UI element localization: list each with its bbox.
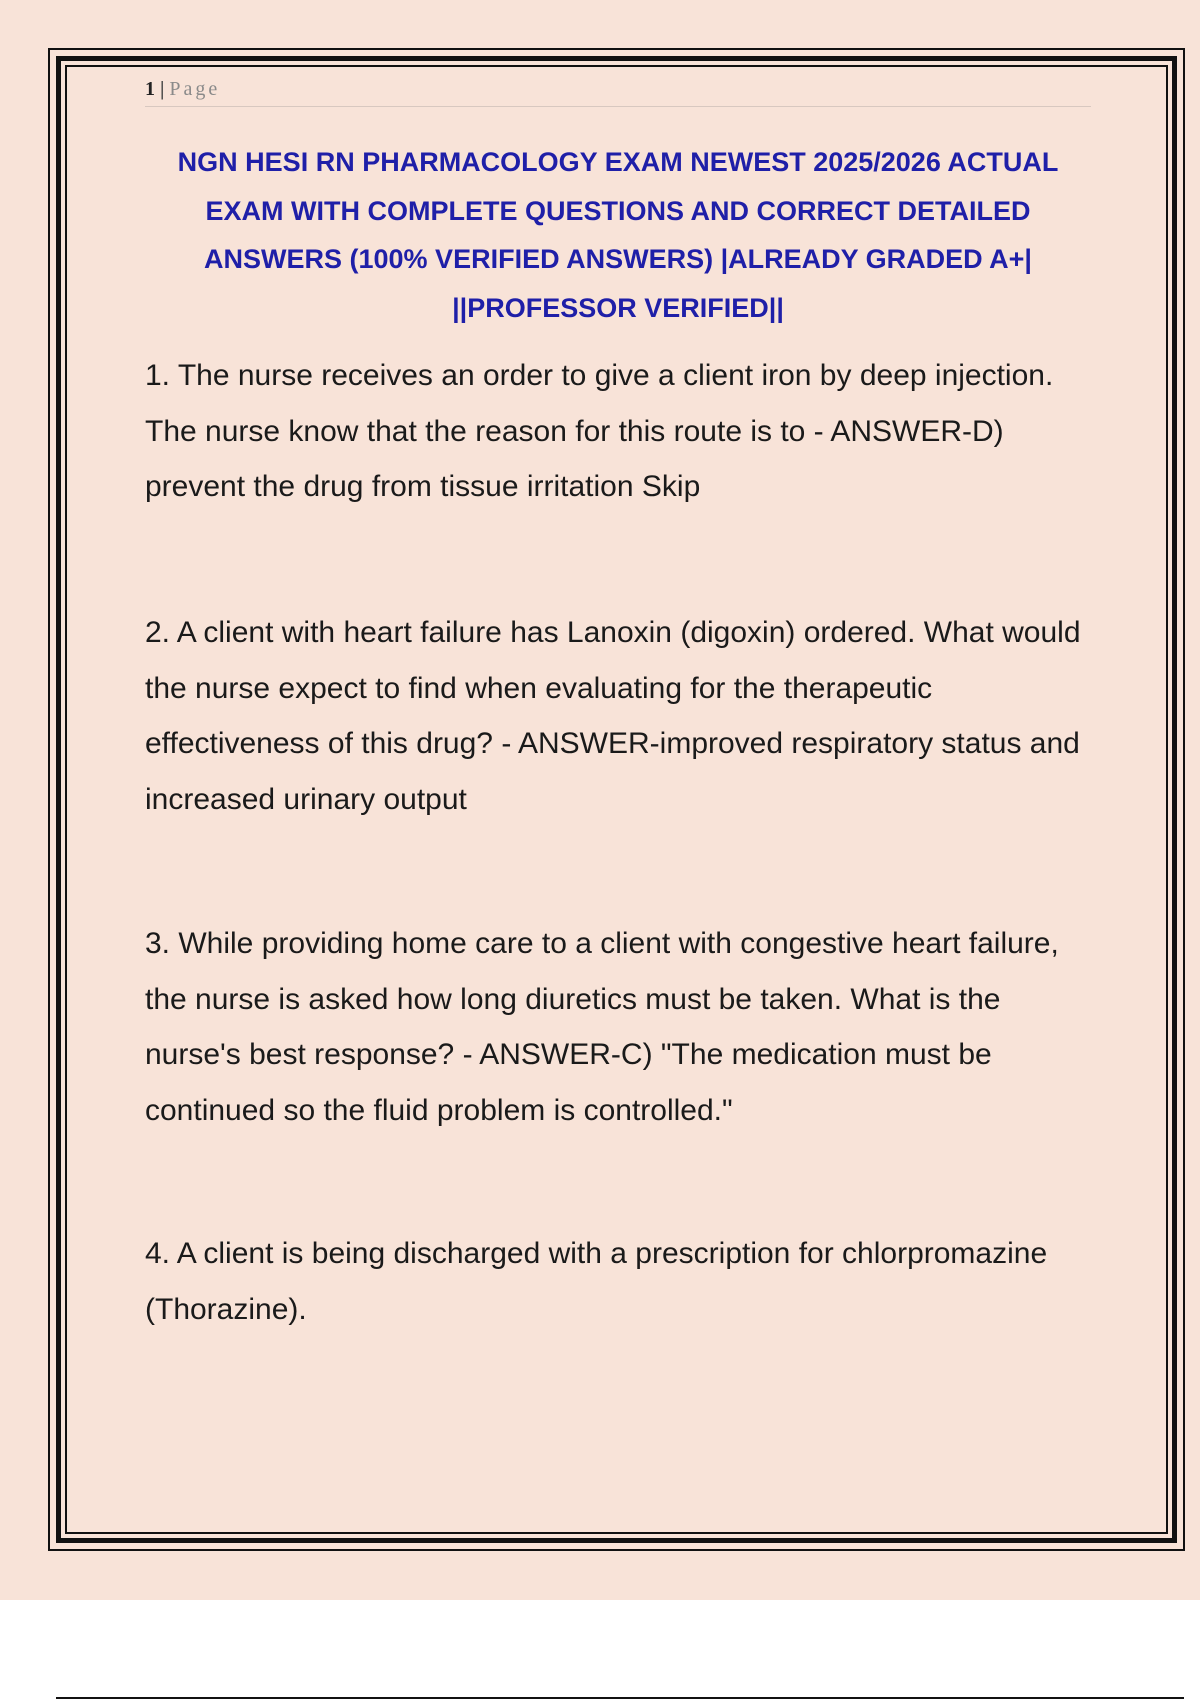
question-item: 3. While providing home care to a client with congestive heart failure, the nurse is asked how long diuretics must be taken. What is the nurse's best response? - ANSWER-C) "The medication must be continued so the fluid problem is controlled." (145, 927, 1059, 1127)
footer-divider (56, 1697, 1184, 1699)
page-label: Page (169, 78, 221, 100)
question-item: 2. A client with heart failure has Lanoxin (digoxin) ordered. What would the nurse expect to find when evaluating for the therapeutic effectiveness of this drug? - ANSWER-improved respiratory status and increased urinary output (145, 616, 1081, 816)
question-item: 1. The nurse receives an order to give a client iron by deep injection. The nurse know that the reason for this route is to - ANSWER-D) prevent the drug from tissue irritation Skip (145, 359, 1054, 503)
document-title: NGN HESI RN PHARMACOLOGY EXAM NEWEST 2025/2026 ACTUAL EXAM WITH COMPLETE QUESTIONS AND CORRECT DETAILED ANSWERS (100% VERIFIED ANSWERS) |ALREADY GRADED A+| ||PROFESSOR VERIFIED|| (177, 147, 1059, 323)
page-separator: | (160, 78, 165, 100)
page-header (145, 74, 1091, 107)
question-item: 4. A client is being discharged with a prescription for chlorpromazine (Thorazine). (145, 1237, 1048, 1326)
page-number: 1 (145, 78, 155, 100)
